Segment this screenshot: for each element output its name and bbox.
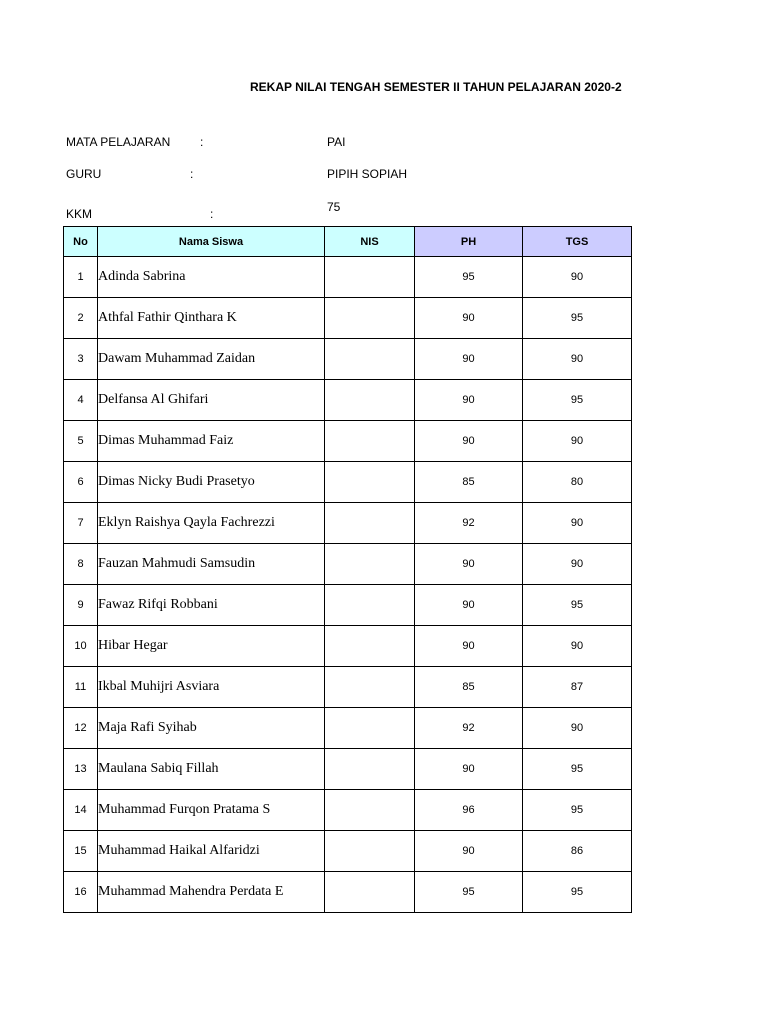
cell-nis xyxy=(325,257,415,298)
cell-nis xyxy=(325,503,415,544)
cell-nis xyxy=(325,298,415,339)
table-row xyxy=(64,339,632,380)
cell-no: 7 xyxy=(64,503,98,544)
cell-ph: 90 xyxy=(415,626,523,667)
table-row xyxy=(64,380,632,421)
cell-nis xyxy=(325,421,415,462)
document-title-area xyxy=(0,80,631,100)
cell-ph: 90 xyxy=(415,544,523,585)
cell-no: 1 xyxy=(64,257,98,298)
cell-no: 3 xyxy=(64,339,98,380)
document-title: REKAP NILAI TENGAH SEMESTER II TAHUN PELAJARAN 2020-2 xyxy=(250,80,622,94)
cell-nama-siswa: Muhammad Furqon Pratama S xyxy=(98,790,325,831)
cell-tgs: 95 xyxy=(523,298,632,339)
cell-tgs: 90 xyxy=(523,257,632,298)
cell-ph: 96 xyxy=(415,790,523,831)
cell-ph: 92 xyxy=(415,503,523,544)
cell-no: 11 xyxy=(64,667,98,708)
table-row xyxy=(64,790,632,831)
cell-tgs: 95 xyxy=(523,749,632,790)
cell-ph: 90 xyxy=(415,585,523,626)
cell-ph: 90 xyxy=(415,749,523,790)
header-no: No xyxy=(64,227,98,257)
cell-tgs: 95 xyxy=(523,585,632,626)
cell-tgs: 90 xyxy=(523,626,632,667)
table-row xyxy=(64,544,632,585)
cell-no: 8 xyxy=(64,544,98,585)
table-row xyxy=(64,872,632,913)
table-row xyxy=(64,749,632,790)
cell-tgs: 95 xyxy=(523,380,632,421)
cell-ph: 90 xyxy=(415,421,523,462)
cell-nama-siswa: Ikbal Muhijri Asviara xyxy=(98,667,325,708)
cell-ph: 90 xyxy=(415,298,523,339)
cell-nama-siswa: Hibar Hegar xyxy=(98,626,325,667)
cell-nis xyxy=(325,626,415,667)
cell-ph: 95 xyxy=(415,872,523,913)
cell-tgs: 90 xyxy=(523,544,632,585)
cell-no: 5 xyxy=(64,421,98,462)
cell-nama-siswa: Maulana Sabiq Fillah xyxy=(98,749,325,790)
cell-tgs: 95 xyxy=(523,872,632,913)
table-row xyxy=(64,298,632,339)
cell-nama-siswa: Maja Rafi Syihab xyxy=(98,708,325,749)
cell-nama-siswa: Eklyn Raishya Qayla Fachrezzi xyxy=(98,503,325,544)
table-row xyxy=(64,667,632,708)
cell-no: 10 xyxy=(64,626,98,667)
cell-nis xyxy=(325,380,415,421)
guru-label: GURU xyxy=(66,167,102,181)
cell-nama-siswa: Fauzan Mahmudi Samsudin xyxy=(98,544,325,585)
cell-nis xyxy=(325,831,415,872)
header-nama-siswa: Nama Siswa xyxy=(98,227,325,257)
cell-tgs: 87 xyxy=(523,667,632,708)
cell-no: 6 xyxy=(64,462,98,503)
cell-nama-siswa: Muhammad Haikal Alfaridzi xyxy=(98,831,325,872)
cell-nis xyxy=(325,544,415,585)
cell-tgs: 80 xyxy=(523,462,632,503)
cell-ph: 90 xyxy=(415,831,523,872)
kkm-value: 75 xyxy=(327,200,341,214)
header-nis: NIS xyxy=(325,227,415,257)
cell-no: 2 xyxy=(64,298,98,339)
cell-ph: 95 xyxy=(415,257,523,298)
cell-nama-siswa: Dimas Muhammad Faiz xyxy=(98,421,325,462)
cell-nama-siswa: Delfansa Al Ghifari xyxy=(98,380,325,421)
cell-tgs: 90 xyxy=(523,421,632,462)
cell-nis xyxy=(325,339,415,380)
mapel-label: MATA PELAJARAN xyxy=(66,135,171,149)
cell-nis xyxy=(325,462,415,503)
cell-nama-siswa: Adinda Sabrina xyxy=(98,257,325,298)
table-body xyxy=(64,257,632,913)
cell-nama-siswa: Fawaz Rifqi Robbani xyxy=(98,585,325,626)
table-row xyxy=(64,421,632,462)
cell-no: 13 xyxy=(64,749,98,790)
cell-nama-siswa: Dawam Muhammad Zaidan xyxy=(98,339,325,380)
kkm-colon: : xyxy=(210,207,214,221)
kkm-label: KKM xyxy=(66,207,93,221)
header-tgs: TGS xyxy=(523,227,632,257)
table-row xyxy=(64,503,632,544)
cell-tgs: 90 xyxy=(523,503,632,544)
cell-ph: 92 xyxy=(415,708,523,749)
mapel-value: PAI xyxy=(327,135,346,149)
guru-colon: : xyxy=(190,167,194,181)
cell-no: 15 xyxy=(64,831,98,872)
cell-tgs: 90 xyxy=(523,708,632,749)
cell-nis xyxy=(325,749,415,790)
table-header-row xyxy=(64,227,632,257)
table-row xyxy=(64,462,632,503)
mapel-colon: : xyxy=(200,135,204,149)
cell-nis xyxy=(325,790,415,831)
cell-tgs: 86 xyxy=(523,831,632,872)
cell-nama-siswa: Athfal Fathir Qinthara K xyxy=(98,298,325,339)
table-row xyxy=(64,257,632,298)
table-row xyxy=(64,708,632,749)
cell-ph: 85 xyxy=(415,667,523,708)
cell-tgs: 90 xyxy=(523,339,632,380)
cell-ph: 90 xyxy=(415,380,523,421)
cell-nis xyxy=(325,667,415,708)
cell-no: 14 xyxy=(64,790,98,831)
cell-nama-siswa: Muhammad Mahendra Perdata E xyxy=(98,872,325,913)
cell-nama-siswa: Dimas Nicky Budi Prasetyo xyxy=(98,462,325,503)
table-row xyxy=(64,831,632,872)
cell-nis xyxy=(325,872,415,913)
grades-table xyxy=(63,226,632,913)
guru-value: PIPIH SOPIAH xyxy=(327,167,408,181)
table-row xyxy=(64,626,632,667)
cell-no: 4 xyxy=(64,380,98,421)
cell-nis xyxy=(325,708,415,749)
cell-tgs: 95 xyxy=(523,790,632,831)
cell-ph: 85 xyxy=(415,462,523,503)
cell-nis xyxy=(325,585,415,626)
cell-no: 9 xyxy=(64,585,98,626)
cell-no: 16 xyxy=(64,872,98,913)
cell-no: 12 xyxy=(64,708,98,749)
header-ph: PH xyxy=(415,227,523,257)
cell-ph: 90 xyxy=(415,339,523,380)
table-row xyxy=(64,585,632,626)
